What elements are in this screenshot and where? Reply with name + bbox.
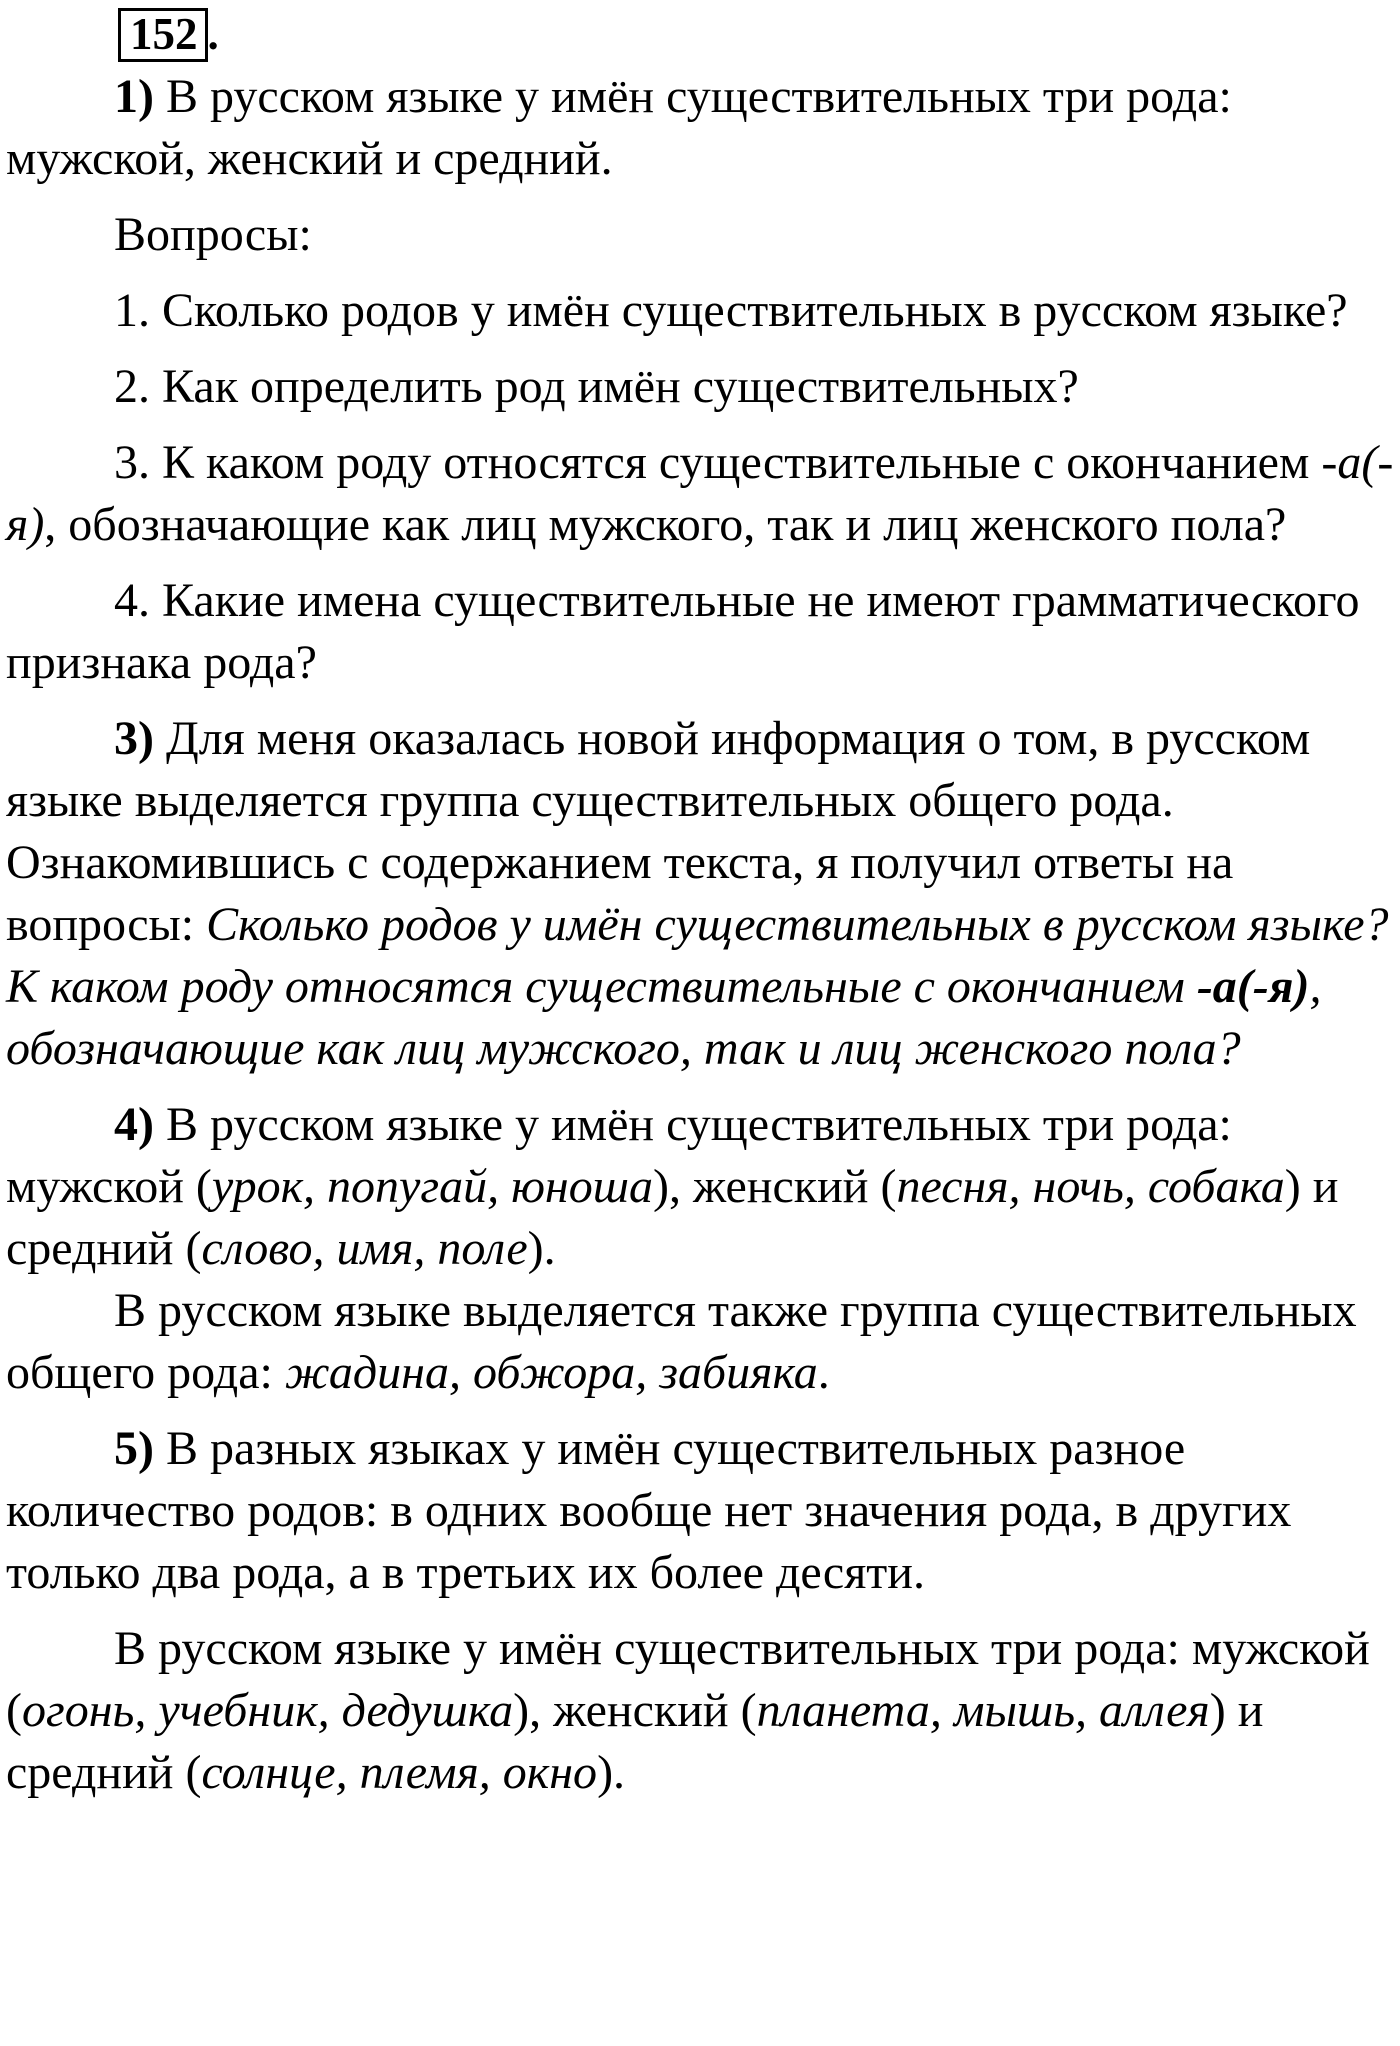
paragraph-5 — [6, 1418, 1398, 1604]
example-words: песня, ночь, собака — [896, 1160, 1285, 1213]
paragraph-5b — [6, 1618, 1398, 1804]
question-text: 2. Как определить род имён существительных? — [114, 360, 1079, 413]
paragraph-3 — [6, 708, 1398, 1080]
paragraph-text: В русском языке у имён существительных три рода: мужской, женский и средний. — [6, 70, 1232, 185]
paragraph-marker: 1) — [114, 70, 154, 123]
paragraph-text: В русском языке выделяется также группа существительных общего рода: — [6, 1284, 1357, 1399]
paragraph-text: В русском языке у имён существительных три рода: мужской ( — [6, 1622, 1370, 1737]
italic-quote: , обозначающие как лиц мужского, так и лиц женского пола? — [6, 960, 1322, 1075]
exercise-header — [6, 8, 1398, 66]
italic-quote: Сколько родов у имён существительных в русском языке? К каком роду относятся существительные с окончанием — [6, 898, 1389, 1013]
example-words: слово, имя, поле — [201, 1222, 528, 1275]
question-text: , обозначающие как лиц мужского, так и лиц женского пола? — [44, 498, 1287, 551]
paragraph-text: ). — [527, 1222, 556, 1275]
paragraph-text: В русском языке у имён существительных три рода: мужской ( — [6, 1098, 1232, 1213]
paragraph-text: ) и средний ( — [6, 1160, 1339, 1275]
questions-heading — [6, 204, 1398, 266]
paragraph-marker: 5) — [114, 1422, 154, 1475]
paragraph-text: . — [817, 1346, 830, 1399]
paragraph-text: ). — [597, 1746, 626, 1799]
paragraph-text: В разных языках у имён существительных разное количество родов: в одних вообще нет значения рода, в других только два рода, а в третьих их более десяти. — [6, 1422, 1292, 1599]
question-3 — [6, 432, 1398, 556]
document-page — [6, 8, 1398, 1804]
paragraph-text: Для меня оказалась новой информация о том, в русском языке выделяется группа существительных общего рода. Ознакомившись с содержанием текста, я получил ответы на вопросы: — [6, 712, 1311, 951]
question-text: 3. К каком роду относятся существительные с окончанием — [114, 436, 1322, 489]
question-text: 1. Сколько родов у имён существительных в русском языке? — [114, 284, 1348, 337]
question-1 — [6, 280, 1398, 342]
paragraph-marker: 3) — [114, 712, 154, 765]
example-words: планета, мышь, аллея — [756, 1684, 1210, 1737]
exercise-number-box — [118, 8, 208, 62]
example-words: урок, попугай, юноша — [211, 1160, 653, 1213]
example-words: солнце, племя, окно — [201, 1746, 598, 1799]
example-words: огонь, учебник, дедушка — [21, 1684, 514, 1737]
question-4 — [6, 570, 1398, 694]
paragraph-text: ), женский ( — [652, 1160, 897, 1213]
bold-italic-ending: -а(-я) — [1196, 960, 1310, 1013]
paragraph-text: ), женский ( — [513, 1684, 757, 1737]
paragraph-4b — [6, 1280, 1398, 1404]
paragraph-marker: 4) — [114, 1098, 154, 1151]
question-2 — [6, 356, 1398, 418]
example-words: жадина, обжора, забияка — [284, 1346, 818, 1399]
questions-heading-text: Вопросы: — [114, 208, 312, 261]
ending-italic: -а(-я) — [6, 436, 1394, 551]
paragraph-1 — [6, 66, 1398, 190]
exercise-number-dot: . — [207, 9, 219, 59]
question-text: 4. Какие имена существительные не имеют грамматического признака рода? — [6, 574, 1360, 689]
exercise-number: 152 — [130, 9, 198, 59]
paragraph-text: ) и средний ( — [6, 1684, 1264, 1799]
paragraph-4 — [6, 1094, 1398, 1280]
